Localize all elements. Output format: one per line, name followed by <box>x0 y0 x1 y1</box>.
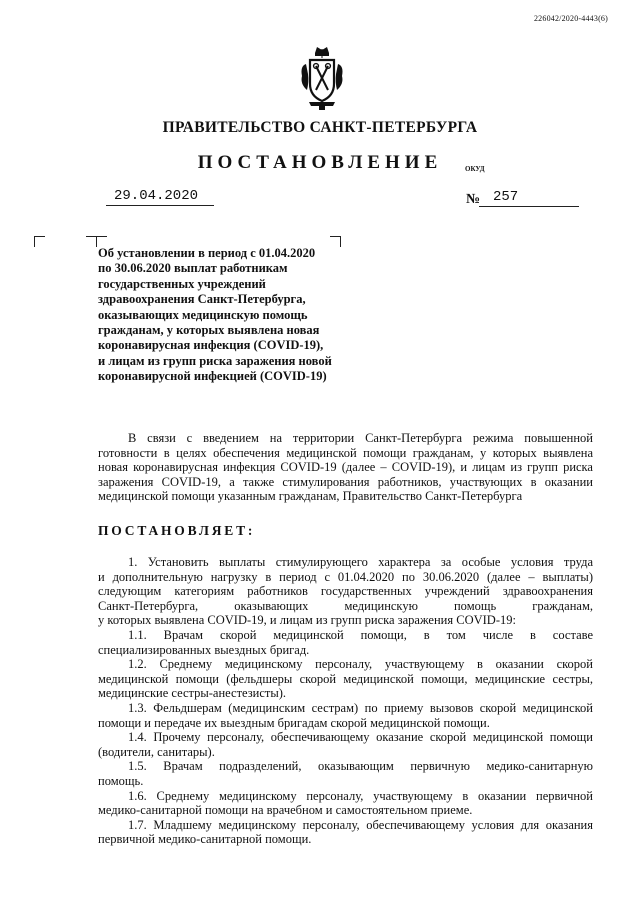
subclause-1-6: 1.6. Среднему медицинскому персоналу, участвующему в оказании первичной <box>128 788 593 803</box>
title-line: оказывающих медицинскую помощь <box>98 307 308 322</box>
clause-line: Санкт-Петербурга, оказывающих медицинскую помощь гражданам, <box>98 598 593 613</box>
saint-petersburg-coat-of-arms-icon <box>297 44 347 112</box>
subclause-1-2: 1.2. Среднему медицинскому персоналу, участвующему в оказании скорой <box>128 657 593 672</box>
subclause-1-5: 1.5. Врачам подразделений, оказывающим первичную медико-санитарную <box>128 759 593 774</box>
subclause-1-2-cont: медицинской помощи (фельдшеры скорой медицинской помощи, медицинские сестры, <box>98 671 593 686</box>
preamble <box>98 431 593 504</box>
title-line: коронавирусная инфекция (COVID-19), <box>98 338 324 353</box>
title-line: по 30.06.2020 выплат работникам <box>98 261 288 276</box>
preamble-line: заражения COVID-19, а также стимулирования работников, участвующих в оказании <box>98 474 593 489</box>
clause-1 <box>98 555 593 847</box>
subclause-1-6-cont: медико-санитарной помощи на врачебном и самостоятельном приеме. <box>98 803 473 818</box>
subclause-1-1: 1.1. Врачам скорой медицинской помощи, в том числе в составе <box>128 627 593 642</box>
clause-line: следующим категориям работников государственных учреждений здравоохранения <box>98 584 593 599</box>
resolution-heading: ПОСТАНОВЛЯЕТ: <box>98 523 256 538</box>
title-line: здравоохранения Санкт-Петербурга, <box>98 292 306 307</box>
preamble-line: медицинской помощи указанным гражданам, Правительство Санкт-Петербурга <box>98 489 523 504</box>
title-line: государственных учреждений <box>98 276 266 291</box>
title-line: и лицам из групп риска заражения новой <box>98 353 332 368</box>
subclause-1-7: 1.7. Младшему медицинскому персоналу, обеспечивающему условия для оказания <box>128 817 593 832</box>
document-registration-number: 226042/2020-4443(6) <box>533 14 608 23</box>
title-line: коронавирусной инфекцией (COVID-19) <box>98 369 327 384</box>
preamble-line: В связи с введением на территории Санкт-Петербурга режима повышенной <box>128 431 593 445</box>
clause-line: у которых выявлена COVID-19, и лицам из групп риска заражения COVID-19: <box>98 613 516 628</box>
document-title <box>98 246 368 385</box>
subclause-1-5-cont: помощь. <box>98 773 144 788</box>
title-line: гражданам, у которых выявлена новая <box>98 323 320 338</box>
document-date: 29.04.2020 <box>106 188 214 206</box>
document-type-heading: ПОСТАНОВЛЕНИЕ <box>197 152 443 173</box>
title-line: Об установлении в период с 01.04.2020 <box>98 246 316 260</box>
clause-line: и дополнительную нагрузку в период с 01.04.2020 по 30.06.2020 (далее – выплаты) <box>98 569 593 584</box>
subclause-1-3: 1.3. Фельдшерам (медицинским сестрам) по приему вызовов скорой медицинской <box>128 700 593 715</box>
preamble-line: готовности в целях обеспечения медицинской помощи гражданам, у которых выявлена <box>98 445 593 460</box>
document-number: 257 <box>479 189 579 207</box>
government-name: ПРАВИТЕЛЬСТВО САНКТ-ПЕТЕРБУРГА <box>162 119 478 136</box>
clause-line: 1. Установить выплаты стимулирующего характера за особые условия труда <box>128 555 593 569</box>
corner-mark <box>34 236 45 247</box>
subclause-1-2-cont: медицинские сестры-анестезисты). <box>98 686 287 701</box>
subclause-1-4: 1.4. Прочему персоналу, обеспечивающему оказание скорой медицинской помощи <box>128 730 593 745</box>
preamble-line: новая коронавирусная инфекция COVID-19 (далее – COVID-19), и лицам из групп риска <box>98 460 593 475</box>
subclause-1-3-cont: помощи и передаче их выездным бригадам скорой медицинской помощи. <box>98 715 490 730</box>
subclause-1-4-cont: (водители, санитары). <box>98 744 215 759</box>
subclause-1-1-cont: специализированных выездных бригад. <box>98 642 310 657</box>
subclause-1-7-cont: первичной медико-санитарной помощи. <box>98 832 312 847</box>
okud-code-label: ОКУД <box>465 165 485 173</box>
number-sign: № <box>466 192 481 207</box>
